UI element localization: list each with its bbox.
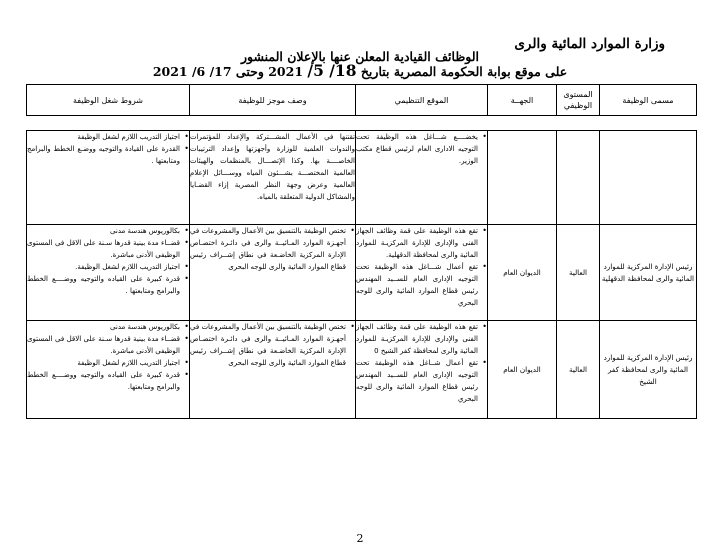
job-conditions-cell bbox=[27, 131, 190, 225]
col-header-level: المستوى الوظيفي bbox=[557, 85, 600, 116]
list-item: • بكالوريوس هندسة مدنى bbox=[27, 225, 189, 237]
list-item: • قدرة كبيرة على القياده والتوجيه ووضــــع الخطط والبرامج ومتابعتها. bbox=[27, 369, 189, 393]
col-header-conditions: شروط شغل الوظيفة bbox=[27, 85, 190, 116]
list-item: • تقع أعمال شـــاغل هذه الوظيفة تحت التوجيه الإدارى العام للســيد المهندس رئيس قطاع الموارد المائية والرى للوجه البحري bbox=[356, 261, 487, 309]
list-item: • تختص الوظيفة بالتنسيق بين الأعمال والمشروعات في أجهـزة الموارد المـائيــة والرى في دائـرة اختصـاص الإدارة المركزية الخاضـعة في نطاق إشــراف رئيس قطاع الموارد المائية والرى للوجه البحرى bbox=[190, 225, 355, 273]
list-item: • تقع هذه الوظيفة على قمة وظائف الجهاز الفنى والإدارى للإدارة المركزيـة للموارد المائية والرى لمحافظة كفر الشيخ 0 bbox=[356, 321, 487, 357]
list-item: • اجتياز التدريب اللازم لشغل الوظيفة bbox=[27, 357, 189, 369]
job-description-cell: تقتنها في الأعمال المشـــتركة والإعداد للمؤتمرات والندوات العلمية للوزارة وأجهزتها وإعداد الترتيبات الخاصــــة بها. وكذا الإتصـــال بالمنظمات والهيئات العالمية المختصـــة بشـــئون المياه ووســـائل الإعلام العالمية وعرض وجهة النظر المصرية إزاء القضـايا والمشاكل الدولية المتعلقة بالمياه. bbox=[190, 131, 356, 225]
job-conditions-cell bbox=[27, 321, 190, 419]
table-row bbox=[27, 131, 697, 225]
list-item: • القدرة على القيادة والتوجيه ووضـع الخطط والبرامج ومتابعتها . bbox=[27, 143, 189, 167]
list-item: • قدرة كبيرة على القياده والتوجيه ووضــــع الخطط والبرامج ومتابعتها . bbox=[27, 273, 189, 297]
list-item: • قضــاء مدة بينية قدرها سـنة على الاقل فى المستوى الوظيفى الأدنى مباشرة. bbox=[27, 237, 189, 261]
job-title-cell bbox=[600, 131, 697, 225]
col-header-description: وصف موجز للوظيفة bbox=[190, 85, 356, 116]
job-entity-cell bbox=[488, 131, 557, 225]
job-title-cell: رئيس الإدارة المركزية للموارد المائية والرى لمحافظة الدقهلية bbox=[600, 225, 697, 321]
job-description-cell bbox=[190, 225, 356, 321]
list-item: • تختص الوظيفة بالتنسيق بين الأعمال والمشروعات في أجهـزة الموارد المـائيــة والرى في دائـرة اختصـاص الإدارة المركزية الخاضـعة في نطاق إشــراف رئيس قطاع الموارد المائية والرى للوجه البحرى bbox=[190, 321, 355, 369]
list-item: • تقع أعمال شــاغل هذه الوظيفة تحت التوجيه الإدارى العام للســيد المهندس رئيس قطاع الموارد المائية والرى للوجه البحري bbox=[356, 357, 487, 405]
list-item: • قضــاء مدة بينية قدرها سـنة على الاقل فى المستوى الوظيفى الأدنى مباشرة. bbox=[27, 333, 189, 357]
job-entity-cell: الديوان العام bbox=[488, 321, 557, 419]
list-item: • يخضــــع شـــاغل هذه الوظيفة تحت التوجيه الادارى العام لرئيس قطاع مكتب الوزير. bbox=[356, 131, 487, 167]
subtitle-prefix: على موقع بوابة الحكومة المصرية بتاريخ bbox=[360, 64, 568, 79]
table-row bbox=[27, 225, 697, 321]
col-header-location: الموقع التنظيمي bbox=[356, 85, 488, 116]
list-item: • اجتياز التدريب اللازم لشغل الوظيفة. bbox=[27, 261, 189, 273]
col-header-title: مسمى الوظيفة bbox=[600, 85, 697, 116]
job-level-cell: العالية bbox=[557, 225, 600, 321]
list-item: • تقع هذه الوظيفة على قمة وظائف الجهاز الفنى والإدارى للإدارة المركزيـة للموارد المائية والرى لمحافظة الدقهلية. bbox=[356, 225, 487, 261]
page-title: الوظائف القيادية المعلن عنها بالإعلان المنشور bbox=[240, 49, 480, 64]
table-row bbox=[27, 321, 697, 419]
job-description-cell bbox=[190, 321, 356, 419]
job-conditions-cell bbox=[27, 225, 190, 321]
subtitle-rest: 2021 وحتى 17/ 6/ 2021 bbox=[152, 64, 304, 79]
page-number: 2 bbox=[356, 532, 364, 545]
job-level-cell: العالية bbox=[557, 321, 600, 419]
jobs-table bbox=[26, 130, 697, 419]
job-location-cell bbox=[356, 131, 488, 225]
job-title-cell: رئيس الإدارة المركزية للموارد المائية والرى لمحافظة كفر الشيخ bbox=[600, 321, 697, 419]
job-level-cell bbox=[557, 131, 600, 225]
job-location-cell bbox=[356, 321, 488, 419]
subtitle-date: 18/ 5/ bbox=[307, 61, 357, 80]
list-item: • اجتياز التدريب اللازم لشغل الوظيفة bbox=[27, 131, 189, 143]
header-table bbox=[26, 84, 697, 116]
col-header-entity: الجهــة bbox=[488, 85, 557, 116]
ministry-name: وزارة الموارد المائية والرى bbox=[514, 36, 665, 52]
page-subtitle bbox=[0, 61, 720, 80]
list-item: • بكالوريوس هندسة مدنى bbox=[27, 321, 189, 333]
job-entity-cell: الديوان العام bbox=[488, 225, 557, 321]
job-location-cell bbox=[356, 225, 488, 321]
